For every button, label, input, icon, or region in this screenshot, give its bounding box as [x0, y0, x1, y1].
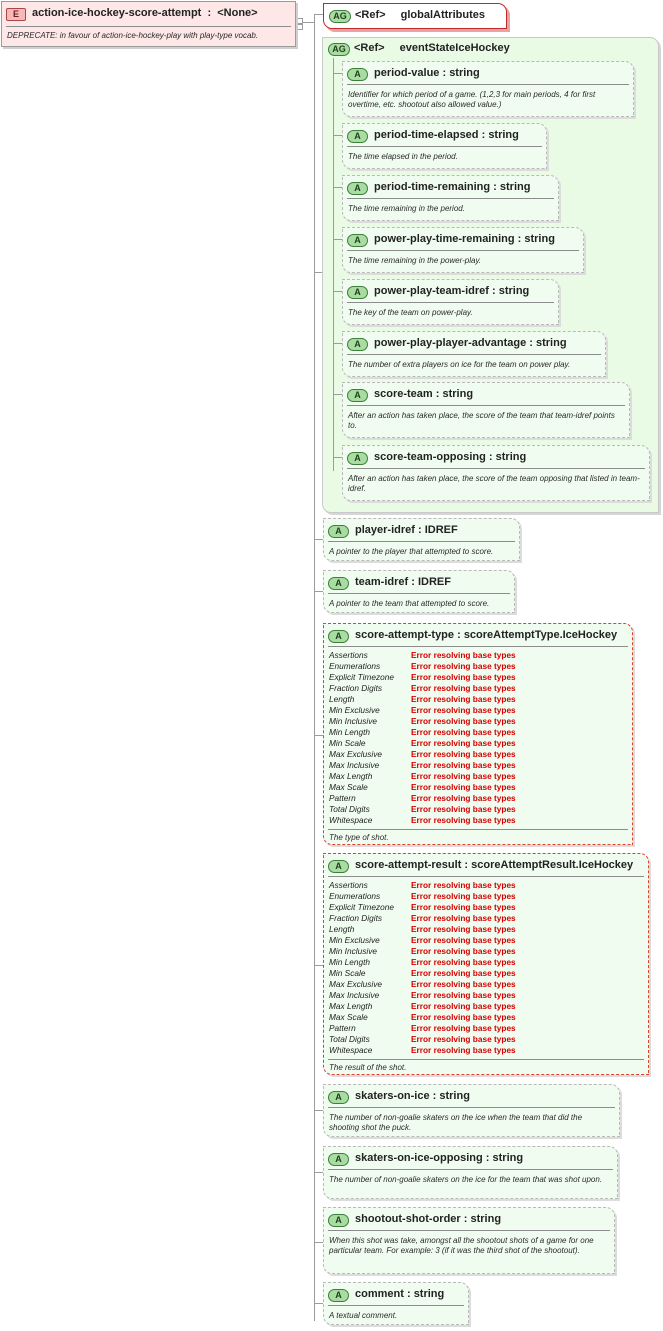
facet-label: Max Exclusive — [329, 749, 383, 759]
facet-value: Error resolving base types — [411, 946, 516, 956]
attribute-name: period-value — [374, 67, 440, 79]
attribute-name: score-attempt-result — [355, 859, 462, 871]
facet-value: Error resolving base types — [411, 727, 516, 737]
type-separator: : — [490, 181, 500, 193]
attribute-title — [355, 859, 633, 871]
facet-value: Error resolving base types — [411, 902, 516, 912]
attribute-doc: The time remaining in the period. — [348, 204, 465, 213]
facet-label: Pattern — [329, 1023, 356, 1033]
attribute-name: shootout-shot-order — [355, 1213, 461, 1225]
ref-name: globalAttributes — [400, 9, 485, 21]
facet-value: Error resolving base types — [411, 815, 516, 825]
branch-line — [314, 272, 322, 273]
type-separator: : — [408, 576, 418, 588]
attribute-doc: The result of the shot. — [329, 1063, 407, 1072]
attribute-name: power-play-player-advantage — [374, 337, 527, 349]
facet-label: Total Digits — [329, 804, 370, 814]
attribute-doc: A pointer to the team that attempted to score. — [329, 599, 490, 608]
separator — [347, 405, 625, 406]
facet-value: Error resolving base types — [411, 924, 516, 934]
attribute-icon: A — [347, 389, 368, 402]
attribute-box-skaters-on-ice-opposing[interactable] — [323, 1146, 618, 1199]
attribute-title — [374, 181, 530, 193]
facet-label: Min Exclusive — [329, 935, 380, 945]
sequence-compositor — [297, 24, 303, 30]
group-title — [354, 42, 510, 54]
attribute-type: IDREF — [424, 524, 458, 536]
attribute-doc: A pointer to the player that attempted to score. — [329, 547, 494, 556]
facet-value: Error resolving base types — [411, 891, 516, 901]
attribute-box-power-play-player-advantage[interactable] — [342, 331, 606, 377]
attribute-group-icon: AG — [329, 10, 351, 23]
attribute-type: string — [498, 285, 530, 297]
facet-value: Error resolving base types — [411, 968, 516, 978]
attribute-type: string — [442, 388, 474, 400]
branch-line — [314, 1110, 323, 1111]
facet-label: Explicit Timezone — [329, 672, 394, 682]
attribute-name: score-attempt-type — [355, 629, 455, 641]
branch-line — [333, 291, 342, 292]
attribute-type: scoreAttemptType.IceHockey — [463, 629, 618, 641]
facet-label: Assertions — [329, 650, 368, 660]
facet-label: Length — [329, 694, 355, 704]
attribute-box-period-value[interactable] — [342, 61, 634, 117]
attribute-title — [374, 129, 519, 141]
facet-label: Pattern — [329, 793, 356, 803]
facet-label: Min Inclusive — [329, 946, 377, 956]
attribute-icon: A — [347, 68, 368, 81]
attribute-box-power-play-time-remaining[interactable] — [342, 227, 584, 273]
separator — [328, 1305, 464, 1306]
attribute-name: player-idref — [355, 524, 415, 536]
attribute-name: power-play-team-idref — [374, 285, 489, 297]
type-separator: : — [482, 1152, 493, 1164]
type-separator: : — [514, 233, 525, 245]
attribute-box-skaters-on-ice[interactable] — [323, 1084, 620, 1137]
separator — [347, 146, 542, 147]
root-element-box[interactable] — [1, 1, 296, 47]
separator — [347, 198, 554, 199]
element-title — [32, 7, 258, 19]
facet-value: Error resolving base types — [411, 979, 516, 989]
facet-value: Error resolving base types — [411, 705, 516, 715]
separator — [328, 1230, 610, 1231]
facet-label: Min Scale — [329, 968, 366, 978]
ref-title — [355, 9, 485, 21]
attribute-box-power-play-team-idref[interactable] — [342, 279, 559, 325]
attribute-doc: The time remaining in the power-play. — [348, 256, 482, 265]
element-name: action-ice-hockey-score-attempt — [32, 7, 202, 19]
attribute-icon: A — [328, 1091, 349, 1104]
attribute-icon: A — [328, 1153, 349, 1166]
attribute-box-score-attempt-result[interactable] — [323, 853, 649, 1075]
attribute-icon: A — [328, 630, 349, 643]
facet-label: Max Scale — [329, 1012, 368, 1022]
attribute-title — [355, 1090, 470, 1102]
facet-value: Error resolving base types — [411, 1012, 516, 1022]
attribute-icon: A — [347, 234, 368, 247]
separator — [328, 1169, 613, 1170]
attribute-type: string — [488, 129, 519, 141]
attribute-doc: Identifier for which period of a game. (1,2,3 for main periods, 4 for first overtime, etc. shootout also allowed value.) — [348, 90, 596, 109]
type-separator: : — [432, 388, 443, 400]
attribute-box-period-time-elapsed[interactable] — [342, 123, 547, 169]
attribute-name: power-play-time-remaining — [374, 233, 515, 245]
branch-line — [314, 1242, 323, 1243]
separator — [328, 593, 510, 594]
attribute-title — [374, 451, 526, 463]
facet-value: Error resolving base types — [411, 683, 516, 693]
facet-label: Max Exclusive — [329, 979, 383, 989]
facet-value: Error resolving base types — [411, 1034, 516, 1044]
facet-label: Length — [329, 924, 355, 934]
attribute-type: string — [439, 1090, 470, 1102]
separator — [328, 876, 644, 877]
attribute-doc: After an action has taken place, the score of the team that team-idref points to. — [348, 411, 615, 430]
attribute-title — [374, 67, 480, 79]
attribute-type: IDREF — [417, 576, 451, 588]
attribute-box-score-team[interactable] — [342, 382, 630, 438]
attribute-box-score-attempt-type[interactable] — [323, 623, 633, 845]
facet-value: Error resolving base types — [411, 935, 516, 945]
facet-label: Total Digits — [329, 1034, 370, 1044]
attribute-type: string — [492, 1152, 524, 1164]
attribute-type: string — [449, 67, 480, 79]
separator — [347, 250, 579, 251]
attribute-icon: A — [347, 130, 368, 143]
type-separator: : — [461, 859, 472, 871]
facet-label: Assertions — [329, 880, 368, 890]
facet-label: Max Inclusive — [329, 990, 380, 1000]
facet-value: Error resolving base types — [411, 661, 516, 671]
facet-label: Min Length — [329, 727, 371, 737]
attribute-name: score-team — [374, 388, 433, 400]
facet-value: Error resolving base types — [411, 1023, 516, 1033]
type-separator: : — [204, 7, 215, 19]
attribute-icon: A — [347, 286, 368, 299]
facet-value: Error resolving base types — [411, 716, 516, 726]
branch-line — [333, 394, 342, 395]
branch-line — [314, 1172, 323, 1173]
facet-label: Min Inclusive — [329, 716, 377, 726]
branch-line — [314, 965, 323, 966]
attribute-title — [355, 1288, 444, 1300]
attribute-box-team-idref[interactable] — [323, 570, 515, 613]
facet-label: Max Inclusive — [329, 760, 380, 770]
attribute-name: skaters-on-ice — [355, 1090, 430, 1102]
facet-value: Error resolving base types — [411, 749, 516, 759]
attribute-name: team-idref — [355, 576, 409, 588]
branch-line — [333, 73, 342, 74]
attribute-title — [374, 233, 555, 245]
separator — [347, 354, 601, 355]
facet-label: Fraction Digits — [329, 683, 383, 693]
attribute-icon: A — [347, 338, 368, 351]
branch-line — [314, 735, 323, 736]
branch-line — [333, 343, 342, 344]
type-separator: : — [478, 129, 489, 141]
type-separator: : — [460, 1213, 471, 1225]
attribute-box-shootout-shot-order[interactable] — [323, 1207, 615, 1274]
separator — [328, 541, 515, 542]
facet-value: Error resolving base types — [411, 804, 516, 814]
branch-line — [333, 239, 342, 240]
attribute-doc: The number of non-goalie skaters on the ice for the team that was shot upon. — [329, 1175, 603, 1184]
branch-line — [333, 457, 342, 458]
attribute-title — [355, 576, 451, 588]
facet-label: Explicit Timezone — [329, 902, 394, 912]
attribute-icon: A — [328, 860, 349, 873]
branch-line — [314, 1303, 323, 1304]
attribute-type: string — [499, 181, 531, 193]
attribute-icon: A — [328, 1289, 349, 1302]
facet-label: Min Exclusive — [329, 705, 380, 715]
attribute-doc: The number of extra players on ice for the team on power play. — [348, 360, 571, 369]
type-separator: : — [403, 1288, 414, 1300]
attribute-name: score-team-opposing — [374, 451, 486, 463]
group-spine-line — [333, 58, 334, 471]
separator — [328, 829, 628, 830]
attribute-title — [374, 337, 567, 349]
separator — [347, 84, 629, 85]
branch-line — [314, 591, 323, 592]
element-doc: DEPRECATE: in favour of action-ice-hockey-play with play-type vocab. — [7, 31, 259, 40]
facet-value: Error resolving base types — [411, 694, 516, 704]
facet-label: Whitespace — [329, 815, 373, 825]
attribute-doc: When this shot was take, amongst all the shootout shots of a game for one particular team. For example: 3 (if it was the third shot of the shootout). — [329, 1236, 594, 1255]
facet-label: Min Scale — [329, 738, 366, 748]
attribute-box-period-time-remaining[interactable] — [342, 175, 559, 221]
attribute-box-comment[interactable] — [323, 1282, 469, 1325]
attribute-doc: After an action has taken place, the score of the team opposing that listed in team-idref. — [348, 474, 640, 493]
attribute-type: string — [413, 1288, 445, 1300]
facet-value: Error resolving base types — [411, 760, 516, 770]
separator — [328, 646, 628, 647]
branch-line — [333, 187, 342, 188]
type-separator: : — [485, 451, 496, 463]
facet-label: Whitespace — [329, 1045, 373, 1055]
attribute-name: period-time-remaining — [374, 181, 491, 193]
type-separator: : — [488, 285, 499, 297]
attribute-box-player-idref[interactable] — [323, 518, 520, 561]
separator — [6, 26, 291, 27]
type-separator: : — [429, 1090, 440, 1102]
attribute-type: string — [536, 337, 567, 349]
element-icon: E — [6, 8, 26, 21]
attribute-type: string — [470, 1213, 502, 1225]
branch-line — [314, 539, 323, 540]
facet-label: Max Scale — [329, 782, 368, 792]
facet-value: Error resolving base types — [411, 672, 516, 682]
ref-label: <Ref> — [355, 9, 386, 21]
facet-value: Error resolving base types — [411, 880, 516, 890]
attribute-doc: The number of non-goalie skaters on the ice when the team that did the shooting shot the puck. — [329, 1113, 583, 1132]
separator — [347, 302, 554, 303]
attribute-icon: A — [328, 525, 349, 538]
attribute-name: period-time-elapsed — [374, 129, 479, 141]
separator — [347, 468, 645, 469]
spine-line — [314, 14, 315, 1321]
attribute-doc: A textual comment. — [329, 1311, 398, 1320]
facet-label: Enumerations — [329, 891, 381, 901]
facet-value: Error resolving base types — [411, 913, 516, 923]
attribute-icon: A — [328, 577, 349, 590]
ref-label: <Ref> — [354, 42, 385, 54]
attribute-type: string — [495, 451, 527, 463]
facet-value: Error resolving base types — [411, 1001, 516, 1011]
facet-value: Error resolving base types — [411, 650, 516, 660]
separator — [328, 1107, 615, 1108]
attribute-doc: The time elapsed in the period. — [348, 152, 458, 161]
type-separator: : — [414, 524, 425, 536]
attribute-icon: A — [347, 182, 368, 195]
attribute-title — [355, 524, 458, 536]
attribute-title — [374, 285, 529, 297]
attribute-type: string — [524, 233, 555, 245]
attribute-type: scoreAttemptResult.IceHockey — [471, 859, 634, 871]
facet-value: Error resolving base types — [411, 793, 516, 803]
facet-value: Error resolving base types — [411, 771, 516, 781]
facet-label: Min Length — [329, 957, 371, 967]
facet-label: Fraction Digits — [329, 913, 383, 923]
attribute-group-icon: AG — [328, 43, 350, 56]
branch-line — [314, 14, 323, 15]
attribute-title — [355, 1213, 501, 1225]
group-name: eventStateIceHockey — [399, 42, 510, 54]
attribute-name: skaters-on-ice-opposing — [355, 1152, 483, 1164]
facet-label: Max Length — [329, 771, 373, 781]
facet-value: Error resolving base types — [411, 738, 516, 748]
attribute-box-score-team-opposing[interactable] — [342, 445, 650, 501]
type-separator: : — [454, 629, 464, 641]
facet-value: Error resolving base types — [411, 957, 516, 967]
global-attributes-ref-box[interactable] — [323, 3, 507, 29]
facet-value: Error resolving base types — [411, 782, 516, 792]
attribute-title — [374, 388, 473, 400]
attribute-doc: The type of shot. — [329, 833, 389, 842]
facet-value: Error resolving base types — [411, 1045, 516, 1055]
facet-label: Enumerations — [329, 661, 381, 671]
separator — [328, 1059, 644, 1060]
facet-value: Error resolving base types — [411, 990, 516, 1000]
attribute-icon: A — [328, 1214, 349, 1227]
attribute-name: comment — [355, 1288, 404, 1300]
attribute-title — [355, 629, 617, 641]
facet-label: Max Length — [329, 1001, 373, 1011]
type-separator: : — [439, 67, 450, 79]
branch-line — [333, 135, 342, 136]
attribute-title — [355, 1152, 523, 1164]
type-separator: : — [526, 337, 536, 349]
attribute-icon: A — [347, 452, 368, 465]
element-type: <None> — [217, 7, 258, 19]
attribute-doc: The key of the team on power-play. — [348, 308, 473, 317]
